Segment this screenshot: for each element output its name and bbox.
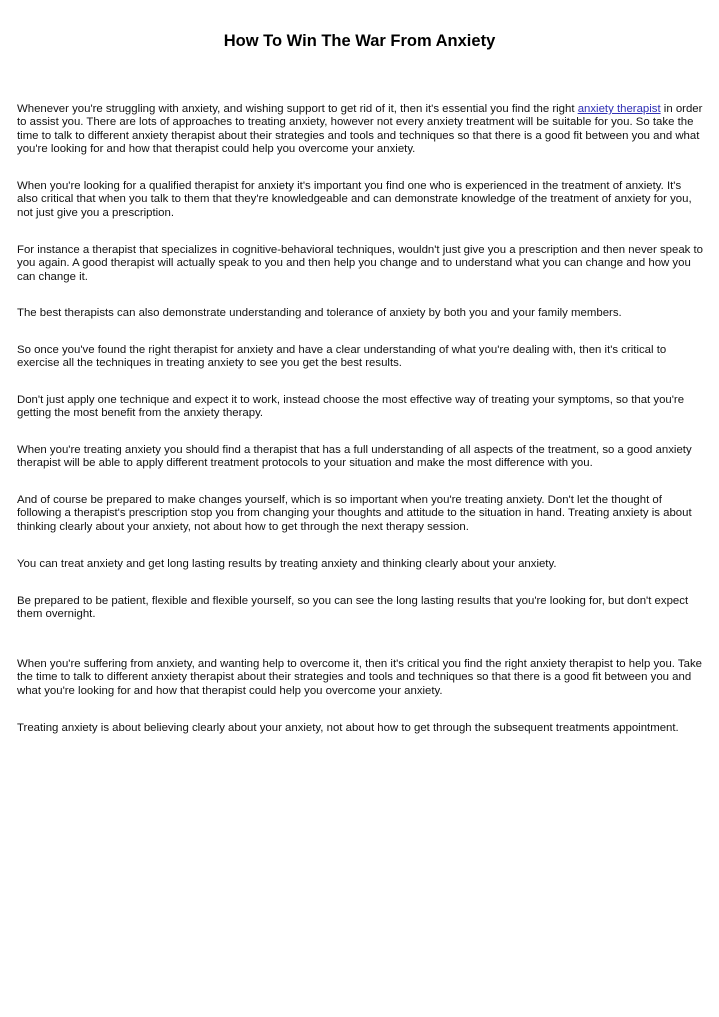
paragraph-1-text-after: in order to assist you. There are lots of approaches to treating anxiety, however not every anxiety treatment will be suitable for you. So take the time to talk to different anxiety therapist about their strategies and tools and techniques so that there is a good fit between you and what you're looking for and how that therapist could help you overcome your anxiety.	[17, 103, 703, 155]
paragraph-10: Be prepared to be patient, flexible and flexible yourself, so you can see the long lasting results that you're looking for, but don't expect them overnight.	[17, 595, 689, 621]
paragraph-9: You can treat anxiety and get long lasting results by treating anxiety and thinking clearly about your anxiety.	[17, 558, 557, 570]
page-title: How To Win The War From Anxiety	[223, 32, 496, 50]
paragraph-2: When you're looking for a qualified therapist for anxiety it's important you find one who is experienced in the treatment of anxiety. It's also critical that when you talk to them that they're knowledgeable and can demonstrate knowledge of the treatment of anxiety for you, not just give you a prescription.	[17, 180, 692, 219]
paragraph-7: When you're treating anxiety you should find a therapist that has a full understanding of all aspects of the treatment, so a good anxiety therapist will be able to apply different treatment protocols to your situation and make the most difference with you.	[17, 444, 692, 470]
paragraph-5: So once you've found the right therapist for anxiety and have a clear understanding of what you're dealing with, then it's critical to exercise all the techniques in treating anxiety to see you get the best results.	[17, 344, 667, 370]
paragraph-3: For instance a therapist that specializes in cognitive-behavioral techniques, wouldn't just give you a prescription and then never speak to you again. A good therapist will actually speak to you and then help you change and to understand what you can change and how you can change it.	[17, 244, 704, 283]
paragraph-11: When you're suffering from anxiety, and wanting help to overcome it, then it's critical you find the right anxiety therapist to help you. Take the time to talk to different anxiety therapist about their strategies and tools and techniques so that there is a good fit between you and what you're looking for and how that therapist could help you overcome your anxiety.	[17, 658, 702, 697]
paragraph-1	[17, 103, 703, 156]
paragraph-4: The best therapists can also demonstrate understanding and tolerance of anxiety by both you and your family members.	[17, 307, 622, 319]
paragraph-6: Don't just apply one technique and expect it to work, instead choose the most effective way of treating your symptoms, so that you're getting the most benefit from the anxiety therapy.	[17, 394, 685, 420]
anxiety-therapist-link[interactable]: anxiety therapist	[577, 103, 661, 115]
paragraph-8: And of course be prepared to make changes yourself, which is so important when you're treating anxiety. Don't let the thought of following a therapist's prescription stop you from changing your thoughts and attitude to the situation in hand. Treating anxiety is about thinking clearly about your anxiety, not about how to get through the next therapy session.	[17, 494, 692, 533]
paragraph-1-text-before: Whenever you're struggling with anxiety, and wishing support to get rid of it, then it's essential you find the right	[17, 103, 578, 115]
paragraph-12: Treating anxiety is about believing clearly about your anxiety, not about how to get through the subsequent treatments appointment.	[17, 722, 679, 734]
